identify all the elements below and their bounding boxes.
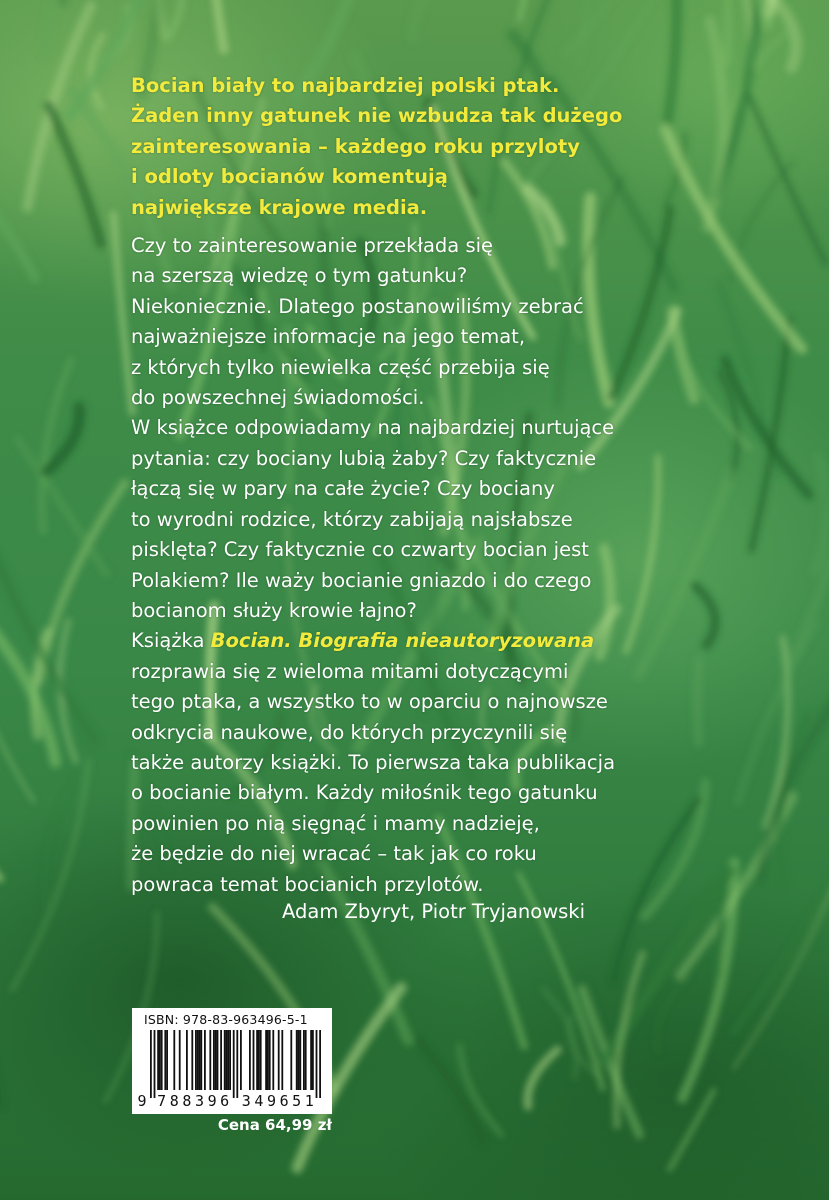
barcode-bar [157,1030,159,1090]
barcode-bar [200,1030,202,1090]
barcode-bar [303,1030,305,1090]
barcode-bar [199,1030,201,1090]
barcode-bar [319,1030,321,1098]
intro-line: i odloty bocianów komentują [131,165,448,189]
barcode-bar [253,1030,255,1090]
grass-blade [697,660,699,743]
barcode-bar [227,1030,229,1090]
barcode-bar [316,1030,318,1098]
isbn-label: ISBN: 978-83-963496-5-1 [144,1012,308,1027]
body-line: tego ptaka, a wszystko to w oparciu o najnowsze [131,690,608,714]
intro-line: największe krajowe media. [131,195,428,219]
barcode-bar [166,1030,168,1090]
barcode-digit: 8 [169,1092,179,1110]
grass-blade [815,457,827,572]
grass-blade [460,1046,502,1135]
barcode-bar [154,1030,156,1098]
barcode-bar [233,1030,235,1098]
barcode-bar [260,1030,262,1090]
grass-blade [670,1090,714,1169]
barcode-digit: 8 [182,1092,192,1110]
grass-blade [12,760,89,990]
body-line-with-title [131,626,671,656]
barcode-digit: 9 [207,1092,217,1110]
barcode-digit: 6 [220,1092,230,1110]
barcode-bar [258,1030,260,1090]
barcode-bar [224,1030,226,1090]
paragraph-2 [131,413,671,626]
barcode-bar [240,1030,242,1090]
barcode-digit: 6 [279,1092,289,1110]
barcode-bar [195,1030,197,1090]
barcode-bar [281,1030,283,1090]
paragraph-1 [131,231,671,413]
barcode-digit: 4 [254,1092,264,1110]
barcode-bar [179,1030,181,1090]
barcode-digit: 5 [292,1092,302,1110]
barcode-bar [186,1030,188,1090]
barcode [132,1008,332,1114]
body-line: to wyrodni rodzice, którzy zabijają najsłabsze [131,507,573,531]
grass-blade [657,977,690,1053]
barcode-bar [226,1030,228,1090]
body-line: także autorzy książki. To pierwsza taka publikacja [131,750,616,774]
barcode-bar [290,1030,292,1090]
barcode-bar [305,1030,307,1090]
grass-blade [695,586,715,646]
body-line: pytania: czy bociany lubią żaby? Czy faktycznie [131,446,597,470]
barcode-bar [215,1030,217,1090]
price: Cena 64,99 zł [217,1116,332,1134]
body-line: z których tylko niewielka część przebija się [131,355,550,379]
barcode-bar [249,1030,251,1090]
barcode-bar [209,1030,211,1090]
barcode-digit: 9 [266,1092,277,1110]
barcode-bar [269,1030,271,1090]
barcode-digit: 9 [137,1092,147,1110]
barcode-bar [299,1030,301,1090]
barcode-bar [265,1030,267,1090]
body-line: łączą się w pary na całe życie? Czy bociany [131,477,555,501]
body-line: odkrycia naukowe, do których przyczynili się [131,720,568,744]
barcode-digit: 7 [157,1092,167,1110]
grass-blade [413,0,453,39]
barcode-bar [278,1030,280,1090]
body-line: że będzie do niej wracać – tak jak co roku [131,842,537,866]
barcode-bar [220,1030,222,1090]
intro-line: Bocian biały to najbardziej polski ptak. [131,74,560,97]
paragraph-3 [131,626,671,900]
grass-blade [760,702,829,878]
body-line: rozprawia się z wieloma mitami dotyczącymi [131,659,569,683]
grass-blade [203,0,224,50]
barcode-bar [312,1030,314,1090]
intro-line: zainteresowania – każdego roku przyloty [131,134,580,158]
barcode-bar [150,1030,152,1098]
barcode-bar [213,1030,215,1090]
body-line: Polakiem? Ile waży bocianie gniazdo i do czego [131,568,592,592]
barcode-bar [197,1030,199,1090]
body-line: Czy to zainteresowanie przekłada się [131,234,494,258]
barcode-bar [296,1030,298,1090]
barcode-bar [173,1030,175,1090]
barcode-bar [204,1030,206,1090]
body-line: na szerszą wiedzę o tym gatunku? [131,264,468,288]
body-line: powinien po nią sięgnąć i mamy nadzieję, [131,811,540,835]
barcode-bar [236,1030,238,1098]
barcode-bar [272,1030,274,1090]
barcode-bar [256,1030,258,1090]
body-line: bocianom służy krowie łajno? [131,598,417,622]
body-line: do powszechnej świadomości. [131,386,425,410]
grass-blade [749,94,826,264]
barcode-bar [161,1030,163,1090]
body-line: powraca temat bocianich przylotów. [131,872,484,896]
intro-line: Żaden inny gatunek nie wzbudza tak dużego [131,104,623,128]
barcode-bar [310,1030,312,1090]
book-title: Bocian. Biografia nieautoryzowana [210,629,595,653]
body-line: o bocianie białym. Każdy miłośnik tego gatunku [131,781,598,805]
body-line: najważniejsze informacje na jego temat, [131,325,526,349]
grass-blade [113,214,132,412]
barcode-bar [267,1030,269,1090]
barcode-bar [217,1030,219,1090]
body-line: Niekoniecznie. Dlatego postanowiliśmy zebrać [131,294,584,318]
barcode-bar [164,1030,166,1090]
blurb [131,71,671,900]
authors: Adam Zbyryt, Piotr Tryjanowski [282,900,586,923]
barcode-bar [191,1030,193,1090]
barcode-digit: 3 [241,1092,251,1110]
body-text: Książka [131,629,211,653]
barcode-bar [298,1030,300,1090]
barcode-bar [229,1030,231,1090]
grass-blade [46,0,58,53]
grass-blade [727,0,728,62]
barcode-digit: 3 [194,1092,205,1110]
barcode-bar [159,1030,161,1090]
barcode-digit: 1 [304,1092,314,1110]
grass-blade [167,0,182,39]
grass-blade [39,483,125,681]
intro-highlight [131,71,671,223]
grass-blade [528,1050,558,1107]
body-line: W książce odpowiadamy na najbardziej nurtujące [131,416,615,440]
body-line: pisklęta? Czy faktycznie co czwarty bocian jest [131,538,589,562]
